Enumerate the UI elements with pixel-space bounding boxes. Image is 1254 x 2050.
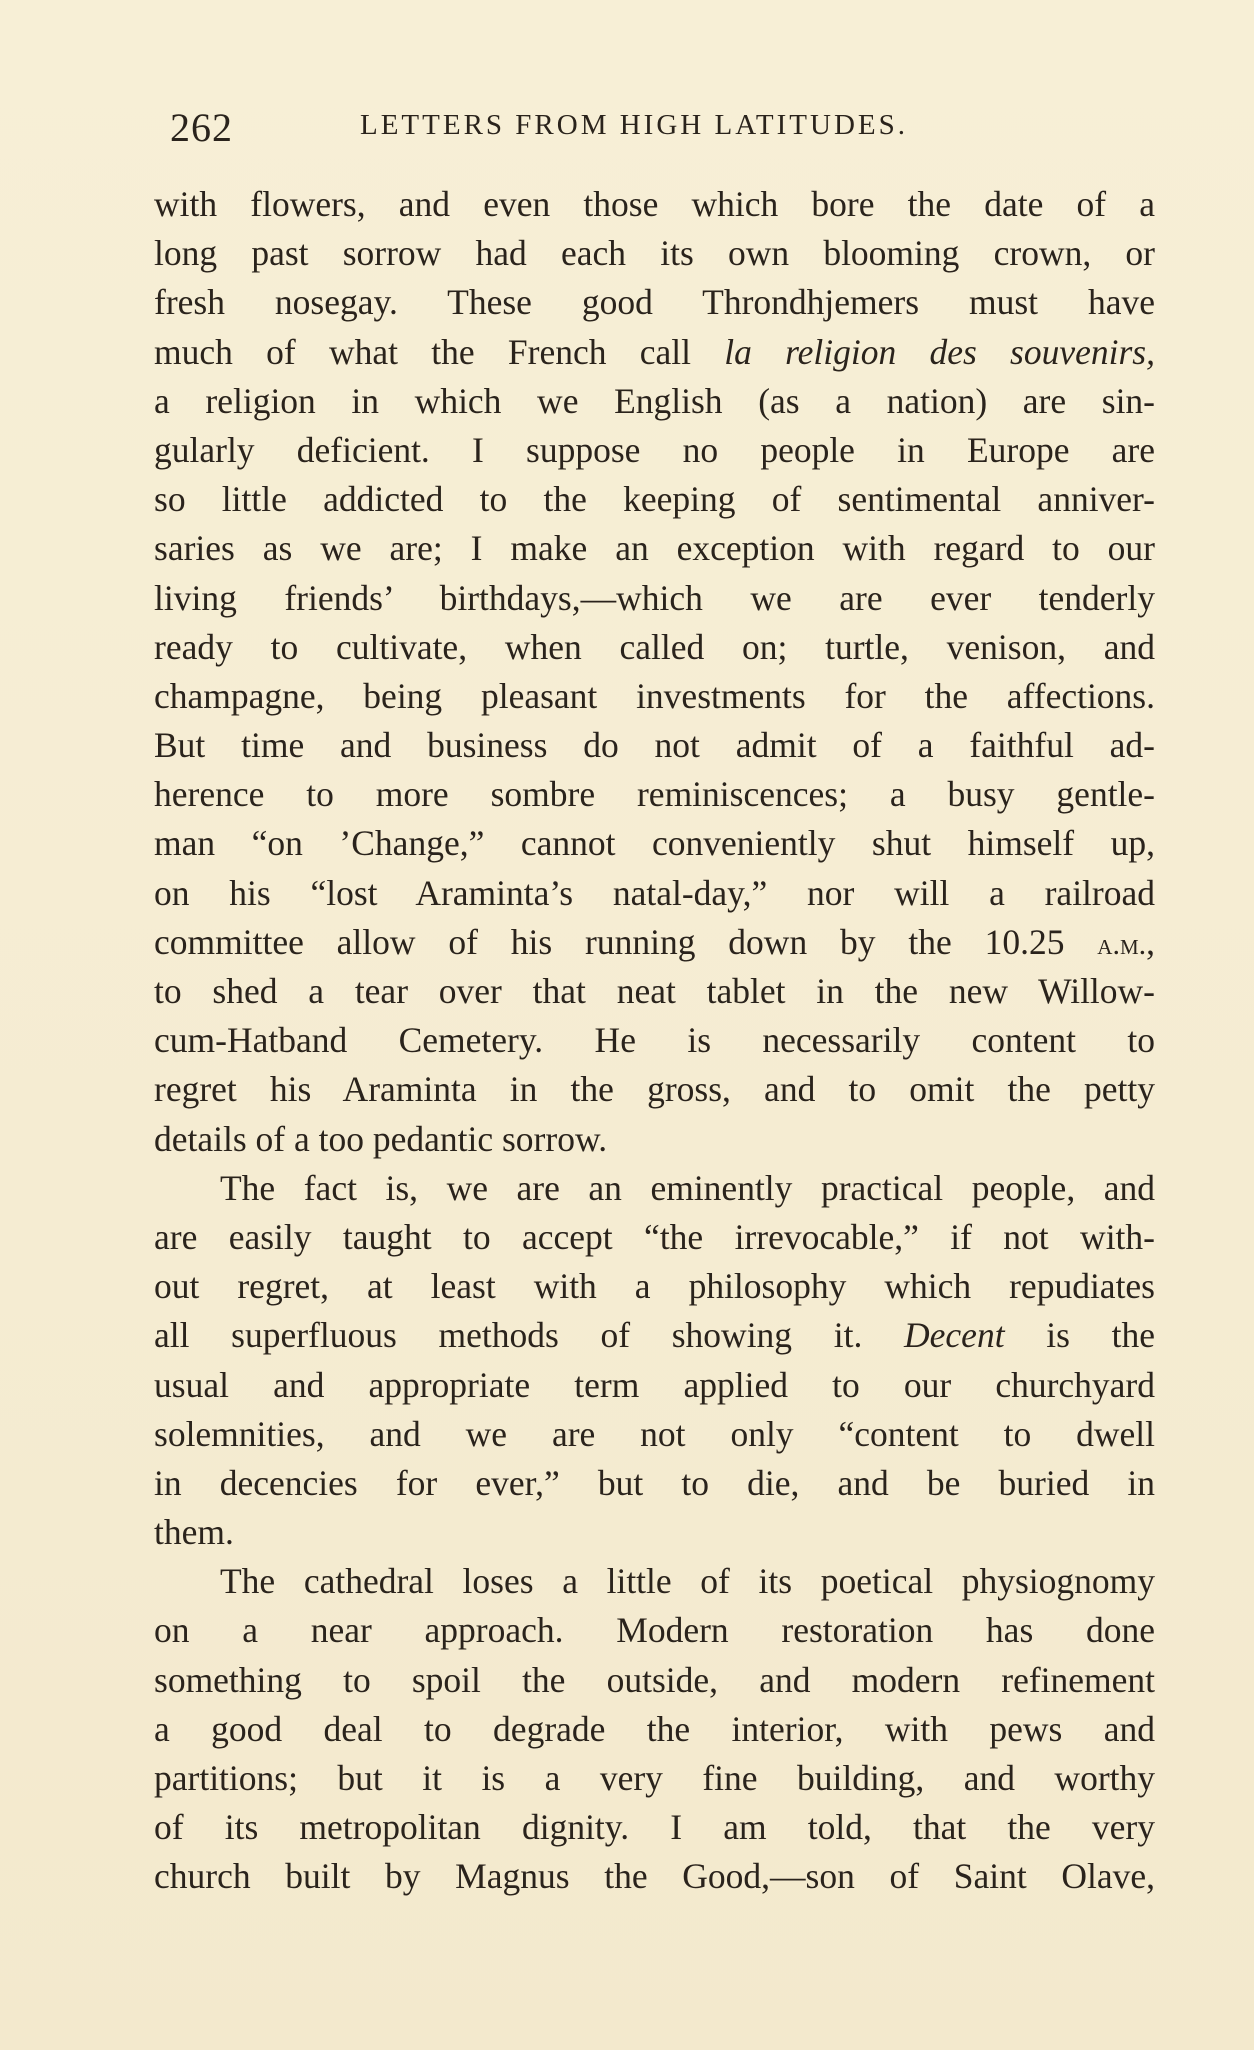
italic-word: Decent (904, 1315, 1005, 1356)
text-line: on a near approach. Modern restoration has done (154, 1610, 1155, 1651)
text-line: them. (154, 1512, 234, 1553)
text-line: a good deal to degrade the interior, with pews and (154, 1708, 1155, 1749)
text-line: cum-Hatband Cemetery. He is necessarily content to (154, 1020, 1155, 1061)
text-line: saries as we are; I make an exception with regard to our (154, 528, 1155, 569)
text-line: ready to cultivate, when called on; turtle, venison, and (154, 626, 1155, 667)
text-line: gularly deficient. I suppose no people in Europe are (154, 429, 1155, 470)
text-line: out regret, at least with a philosophy which repudiates (154, 1266, 1155, 1307)
paragraph-first-line: The fact is, we are an eminently practical people, and (220, 1167, 1155, 1208)
paragraph-first-line: The cathedral loses a little of its poetical physiognomy (220, 1561, 1155, 1602)
text-line: something to spoil the outside, and modern refinement (154, 1659, 1155, 1700)
text-line: in decencies for ever,” but to die, and be buried in (154, 1462, 1155, 1503)
text-line: with flowers, and even those which bore the date of a (154, 184, 1155, 224)
italic-phrase: la religion des souvenirs, (724, 331, 1155, 372)
text-run: is the (1004, 1315, 1155, 1356)
running-head (170, 104, 1162, 156)
page-number: 262 (170, 105, 233, 150)
text-line: long past sorrow had each its own blooming crown, or (154, 233, 1155, 274)
text-run: all superfluous methods of showing it. (154, 1315, 905, 1356)
text-line: are easily taught to accept “the irrevocable,” if not with- (154, 1216, 1155, 1257)
text-line: partitions; but it is a very fine building, and worthy (154, 1758, 1155, 1798)
text-line: so little addicted to the keeping of sentimental anniver- (154, 479, 1155, 520)
text-line: regret his Araminta in the gross, and to omit the petty (154, 1069, 1155, 1110)
text-line: church built by Magnus the Good,—son of Saint Olave, (154, 1856, 1155, 1897)
text-line: a religion in which we English (as a nation) are sin- (154, 380, 1155, 421)
text-line: champagne, being pleasant investments for the affections. (154, 675, 1155, 716)
text-line (154, 918, 1155, 967)
text-run: committee allow of his running down by the 10.25 (154, 921, 1098, 962)
text-line: But time and business do not admit of a faithful ad- (154, 725, 1155, 766)
text-run: much of what the French call (154, 331, 725, 372)
text-line: of its metropolitan dignity. I am told, that the very (154, 1807, 1155, 1848)
text-line: living friends’ birthdays,—which we are ever tenderly (154, 577, 1155, 618)
text-line: herence to more sombre reminiscences; a busy gentle- (154, 774, 1155, 815)
small-caps-time: a.m. (1097, 927, 1147, 961)
text-line (154, 328, 1155, 377)
text-line (154, 1311, 1155, 1360)
text-run: , (1146, 921, 1155, 962)
text-line: details of a too pedantic sorrow. (154, 1118, 608, 1159)
text-line: fresh nosegay. These good Throndhjemers must have (154, 282, 1155, 323)
text-line: man “on ’Change,” cannot conveniently shut himself up, (154, 823, 1155, 864)
text-line: solemnities, and we are not only “content to dwell (154, 1413, 1155, 1454)
text-line: to shed a tear over that neat tablet in the new Willow- (154, 971, 1155, 1011)
text-line: usual and appropriate term applied to our churchyard (154, 1364, 1155, 1405)
text-line: on his “lost Araminta’s natal-day,” nor will a railroad (154, 872, 1155, 913)
running-title: LETTERS FROM HIGH LATITUDES. (360, 109, 908, 141)
body-text (154, 180, 1155, 1902)
